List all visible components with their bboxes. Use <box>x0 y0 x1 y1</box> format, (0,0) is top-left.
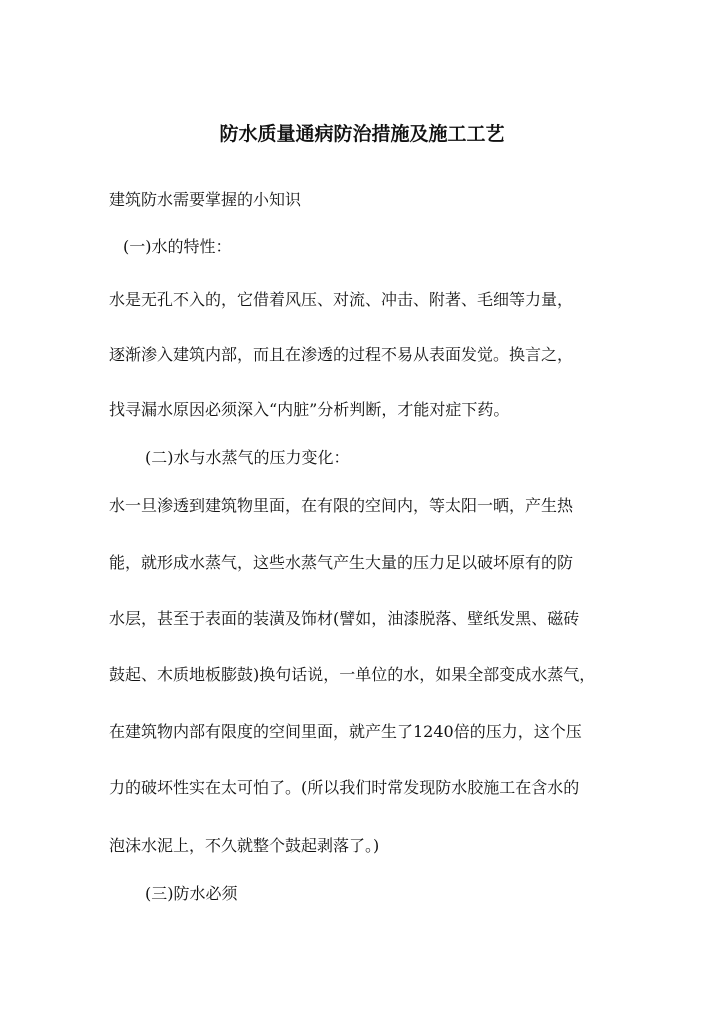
section2-line-4: 鼓起、木质地板膨鼓)换句话说，一单位的水，如果全部变成水蒸气， <box>109 665 596 684</box>
section2-line-5: 在建筑物内部有限度的空间里面，就产生了1240倍的压力，这个压 <box>109 722 582 741</box>
section2-line-1: 水一旦渗透到建筑物里面，在有限的空间内，等太阳一晒，产生热 <box>109 496 574 515</box>
section2-heading: (二)水与水蒸气的压力变化： <box>145 448 350 467</box>
section1-line-3: 找寻漏水原因必须深入“内脏”分析判断，才能对症下药。 <box>109 400 510 419</box>
section2-line-3: 水层，甚至于表面的装潢及饰材(譬如，油漆脱落、壁纸发黑、磁砖 <box>109 609 580 628</box>
section1-heading: (一)水的特性： <box>123 237 232 256</box>
section2-line-7: 泡沫水泥上，不久就整个鼓起剥落了。) <box>109 836 380 855</box>
section2-line-2: 能，就形成水蒸气，这些水蒸气产生大量的压力足以破坏原有的防 <box>109 553 574 572</box>
section2-line-6: 力的破坏性实在太可怕了。(所以我们时常发现防水胶施工在含水的 <box>109 778 580 797</box>
intro-heading: 建筑防水需要掌握的小知识 <box>109 190 302 209</box>
document-title: 防水质量通病防治措施及施工工艺 <box>219 123 505 145</box>
section3-heading: (三)防水必须 <box>145 884 238 903</box>
section1-line-2: 逐渐渗入建筑内部，而且在渗透的过程不易从表面发觉。换言之， <box>109 345 574 364</box>
section1-line-1: 水是无孔不入的，它借着风压、对流、冲击、附著、毛细等力量， <box>109 290 574 309</box>
